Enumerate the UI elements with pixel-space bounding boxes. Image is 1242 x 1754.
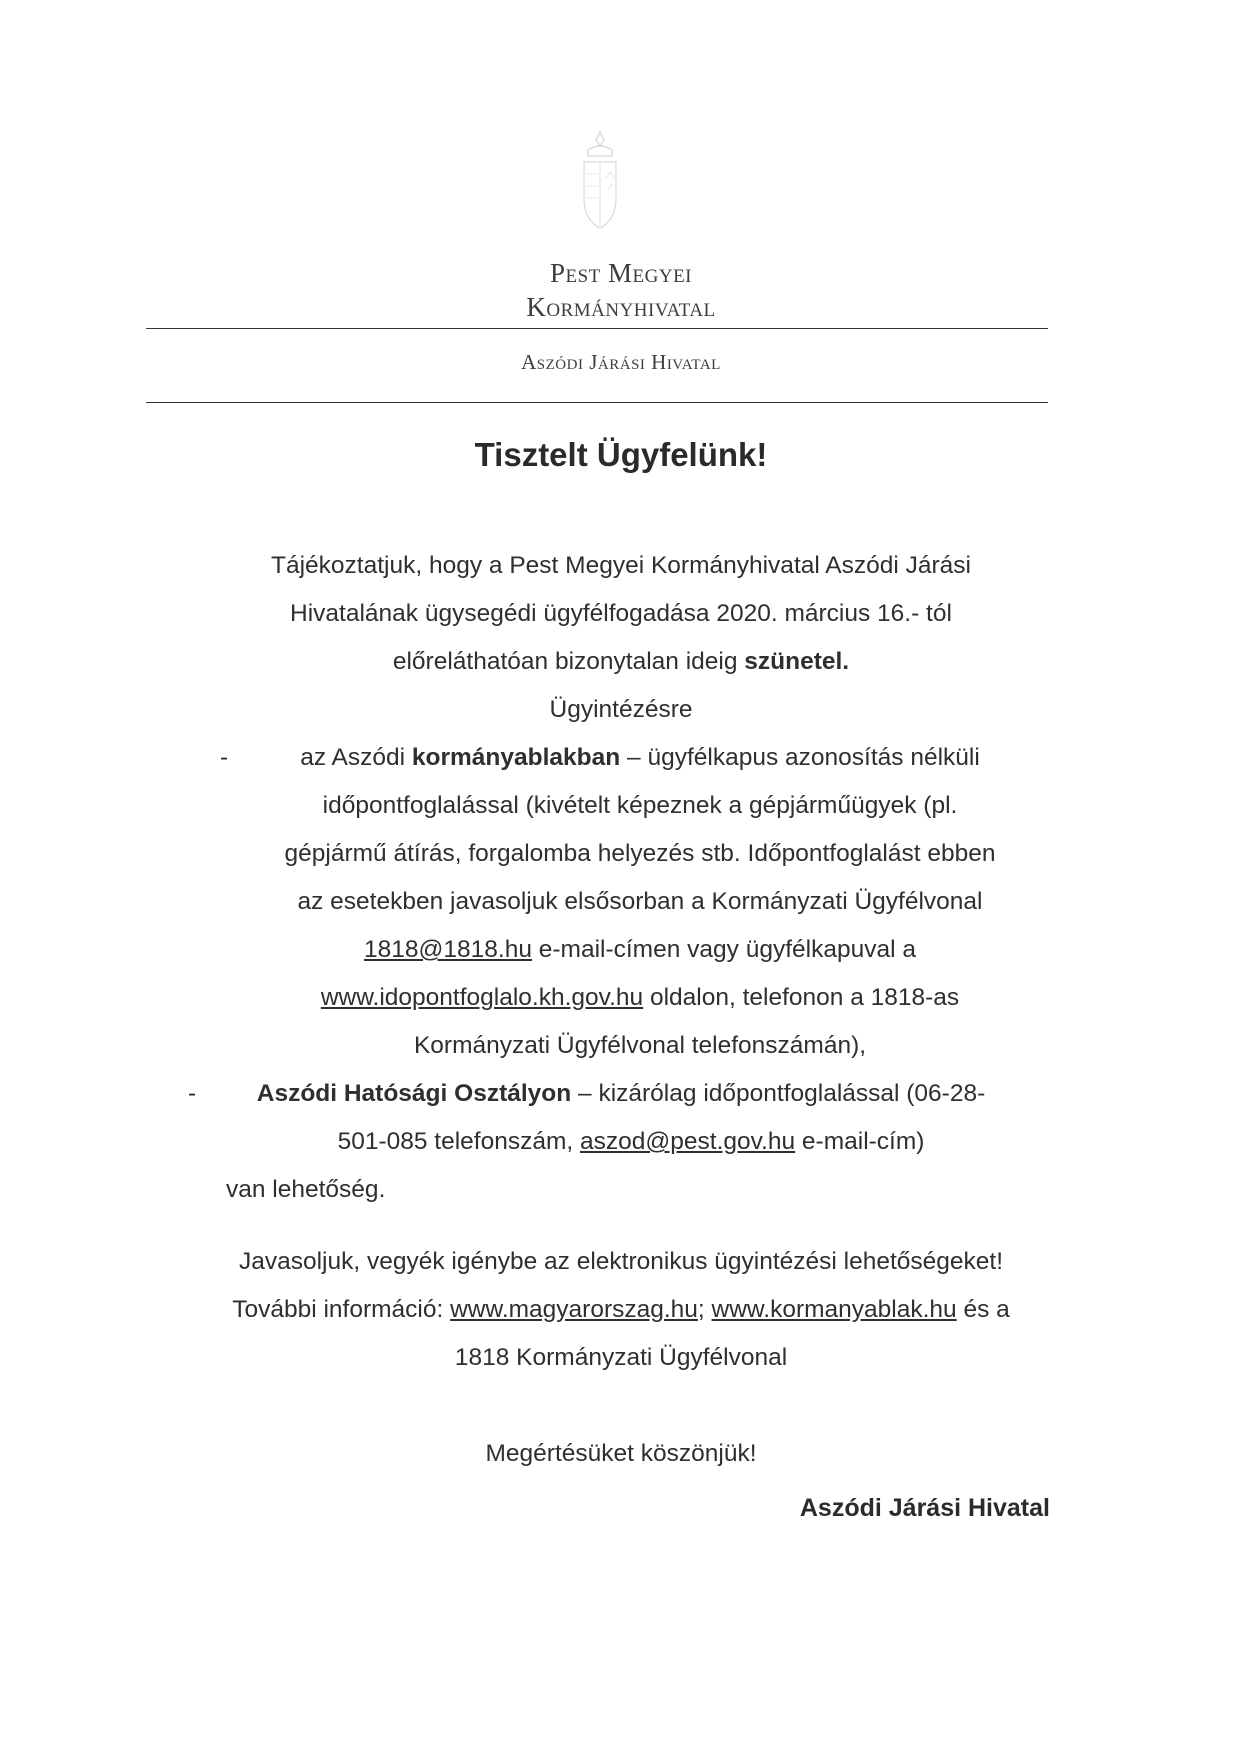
recommendation-line-2-b: és a: [956, 1296, 1010, 1323]
bullet-1-line-1: [0, 744, 1242, 772]
letterhead-rule-top: [146, 328, 1048, 329]
thanks-line: Megértésüket köszönjük!: [485, 1440, 757, 1467]
bullet-2-line-2-b: e-mail-cím): [795, 1128, 925, 1155]
idopontfoglalo-link[interactable]: www.idopontfoglalo.kh.gov.hu: [320, 984, 644, 1011]
letterhead-office: Aszódi Járási Hivatal: [521, 350, 721, 374]
letterhead-rule-bottom: [146, 402, 1048, 403]
greeting-heading: Tisztelt Ügyfelünk!: [474, 436, 768, 473]
bullet-1-line-5: [0, 936, 1242, 964]
signature: Aszódi Járási Hivatal: [799, 1494, 1050, 1522]
bullet-1-dash: -: [220, 744, 229, 771]
bullet-1-line-7: Kormányzati Ügyfélvonal telefonszámán),: [413, 1032, 867, 1059]
intro-line-3: [0, 648, 1242, 676]
intro-line-3-emphasis: szünetel.: [744, 648, 850, 675]
bullet-2-line-1-rest: – kizárólag időpontfoglalással (06-28-: [571, 1080, 986, 1107]
bullet-1-line-1-emphasis: kormányablakban: [411, 744, 621, 771]
recommendation-separator: ;: [697, 1296, 712, 1323]
bullet-2-dash: -: [188, 1080, 197, 1107]
bullet-1-line-1-a: az Aszódi: [300, 744, 412, 771]
bullet-1-line-2: időpontfoglalással (kivételt képeznek a gépjárműügyek (pl.: [322, 792, 958, 819]
intro-line-2: Hivatalának ügysegédi ügyfélfogadása 2020. március 16.- tól: [290, 600, 952, 627]
bullet-1-line-6: [0, 984, 1242, 1012]
intro-line-4: Ügyintézésre: [549, 696, 693, 723]
email-link-aszod[interactable]: aszod@pest.gov.hu: [580, 1128, 796, 1155]
recommendation-line-1: Javasoljuk, vegyék igénybe az elektronikus ügyintézési lehetőségeket!: [238, 1248, 1004, 1275]
bullet-1-line-3: gépjármű átírás, forgalomba helyezés stb. Időpontfoglalást ebben: [284, 840, 996, 867]
coat-of-arms-icon: [570, 128, 630, 246]
bullet-1-line-5-rest: e-mail-címen vagy ügyfélkapuval a: [531, 936, 916, 963]
intro-line-1: Tájékoztatjuk, hogy a Pest Megyei Kormányhivatal Aszódi Járási: [271, 552, 971, 579]
recommendation-line-2-a: További információ:: [232, 1296, 451, 1323]
bullet-1-line-1-c: – ügyfélkapus azonosítás nélküli: [620, 744, 980, 771]
bullet-2-line-2: [0, 1128, 1242, 1156]
kormanyablak-link[interactable]: www.kormanyablak.hu: [711, 1296, 957, 1323]
bullet-2-line-2-a: 501-085 telefonszám,: [337, 1128, 581, 1155]
bullet-2-line-1-emphasis: Aszódi Hatósági Osztályon: [256, 1080, 572, 1107]
recommendation-line-3: 1818 Kormányzati Ügyfélvonal: [454, 1344, 788, 1371]
bullet-1-line-6-rest: oldalon, telefonon a 1818-as: [643, 984, 960, 1011]
recommendation-line-2: [0, 1296, 1242, 1324]
letterhead-org-line1: Pest Megyei: [549, 258, 693, 288]
email-link-1818[interactable]: 1818@1818.hu: [364, 936, 532, 963]
intro-line-3-text: előreláthatóan bizonytalan ideig: [392, 648, 745, 675]
bullet-2-line-1: [0, 1080, 1242, 1108]
bullet-1-line-4: az esetekben javasoljuk elsősorban a Kormányzati Ügyfélvonal: [297, 888, 983, 915]
magyarorszag-link[interactable]: www.magyarorszag.hu: [450, 1296, 698, 1323]
closing-line: van lehetőség.: [226, 1176, 386, 1203]
letterhead-org-line2: Kormányhivatal: [526, 292, 716, 322]
